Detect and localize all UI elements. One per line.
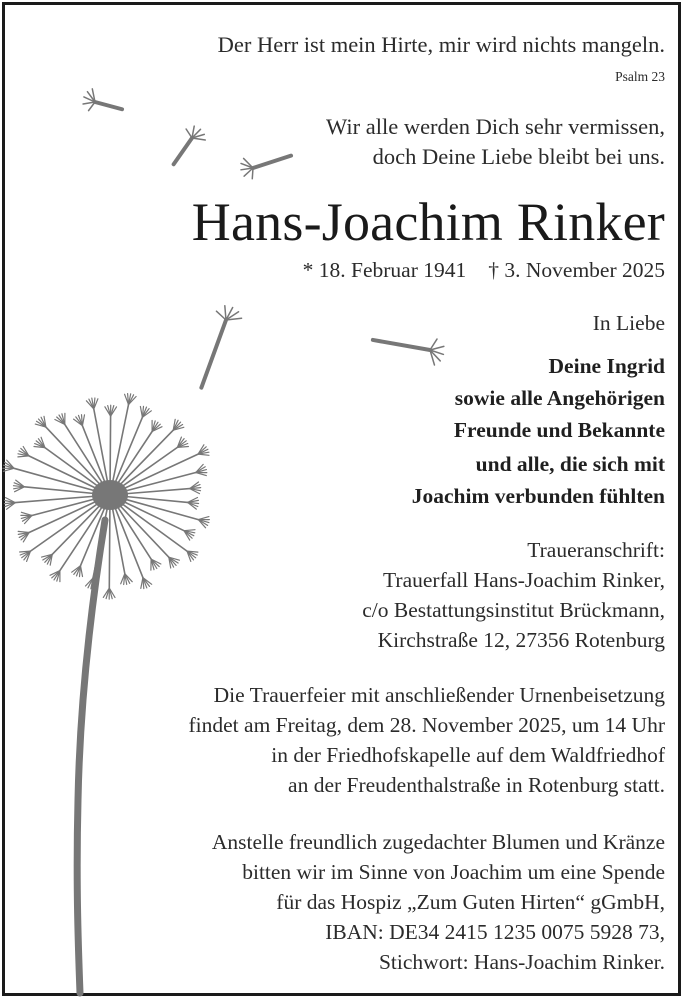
donation-line: Anstelle freundlich zugedachter Blumen und Kränze xyxy=(211,830,665,854)
death-date: † 3. November 2025 xyxy=(488,258,665,282)
psalm-quote: Der Herr ist mein Hirte, mir wird nichts mangeln. xyxy=(217,32,665,57)
mourner-line: Freunde und Bekannte xyxy=(453,418,665,442)
funeral-line: an der Freudenthalstraße in Rotenburg statt. xyxy=(288,773,665,797)
funeral-details xyxy=(189,680,666,800)
mourner-line: und alle, die sich mit xyxy=(475,452,665,476)
mourners-list-2 xyxy=(412,448,665,512)
condolence-verse xyxy=(326,112,665,172)
verse-line: doch Deine Liebe bleibt bei uns. xyxy=(372,144,665,169)
birth-date: * 18. Februar 1941 xyxy=(302,258,467,282)
mourner-line: Deine Ingrid xyxy=(548,354,665,378)
mourning-address xyxy=(362,535,665,655)
address-line: Trauerfall Hans-Joachim Rinker, xyxy=(383,568,665,592)
iban-line: IBAN: DE34 2415 1235 0075 5928 73, xyxy=(325,920,665,944)
address-line: c/o Bestattungsinstitut Brückmann, xyxy=(362,598,665,622)
mourner-line: sowie alle Angehörigen xyxy=(454,386,665,410)
address-heading: Traueranschrift: xyxy=(527,538,665,562)
funeral-line: in der Friedhofskapelle auf dem Waldfriedhof xyxy=(271,743,665,767)
in-liebe-label: In Liebe xyxy=(592,311,665,335)
donation-line: für das Hospiz „Zum Guten Hirten“ gGmbH, xyxy=(276,890,665,914)
funeral-line: findet am Freitag, dem 28. November 2025, um 14 Uhr xyxy=(188,713,665,737)
mourners-list xyxy=(454,350,665,446)
psalm-reference: Psalm 23 xyxy=(615,69,665,84)
donation-line: Stichwort: Hans-Joachim Rinker. xyxy=(378,950,665,974)
donation-request xyxy=(212,827,665,977)
verse-line: Wir alle werden Dich sehr vermissen, xyxy=(326,114,665,139)
funeral-line: Die Trauerfeier mit anschließender Urnenbeisetzung xyxy=(213,683,665,707)
mourner-line: Joachim verbunden fühlten xyxy=(411,484,665,508)
life-dates xyxy=(303,255,665,285)
donation-line: bitten wir im Sinne von Joachim um eine Spende xyxy=(242,860,665,884)
deceased-name: Hans-Joachim Rinker xyxy=(191,192,665,252)
address-line: Kirchstraße 12, 27356 Rotenburg xyxy=(377,628,665,652)
